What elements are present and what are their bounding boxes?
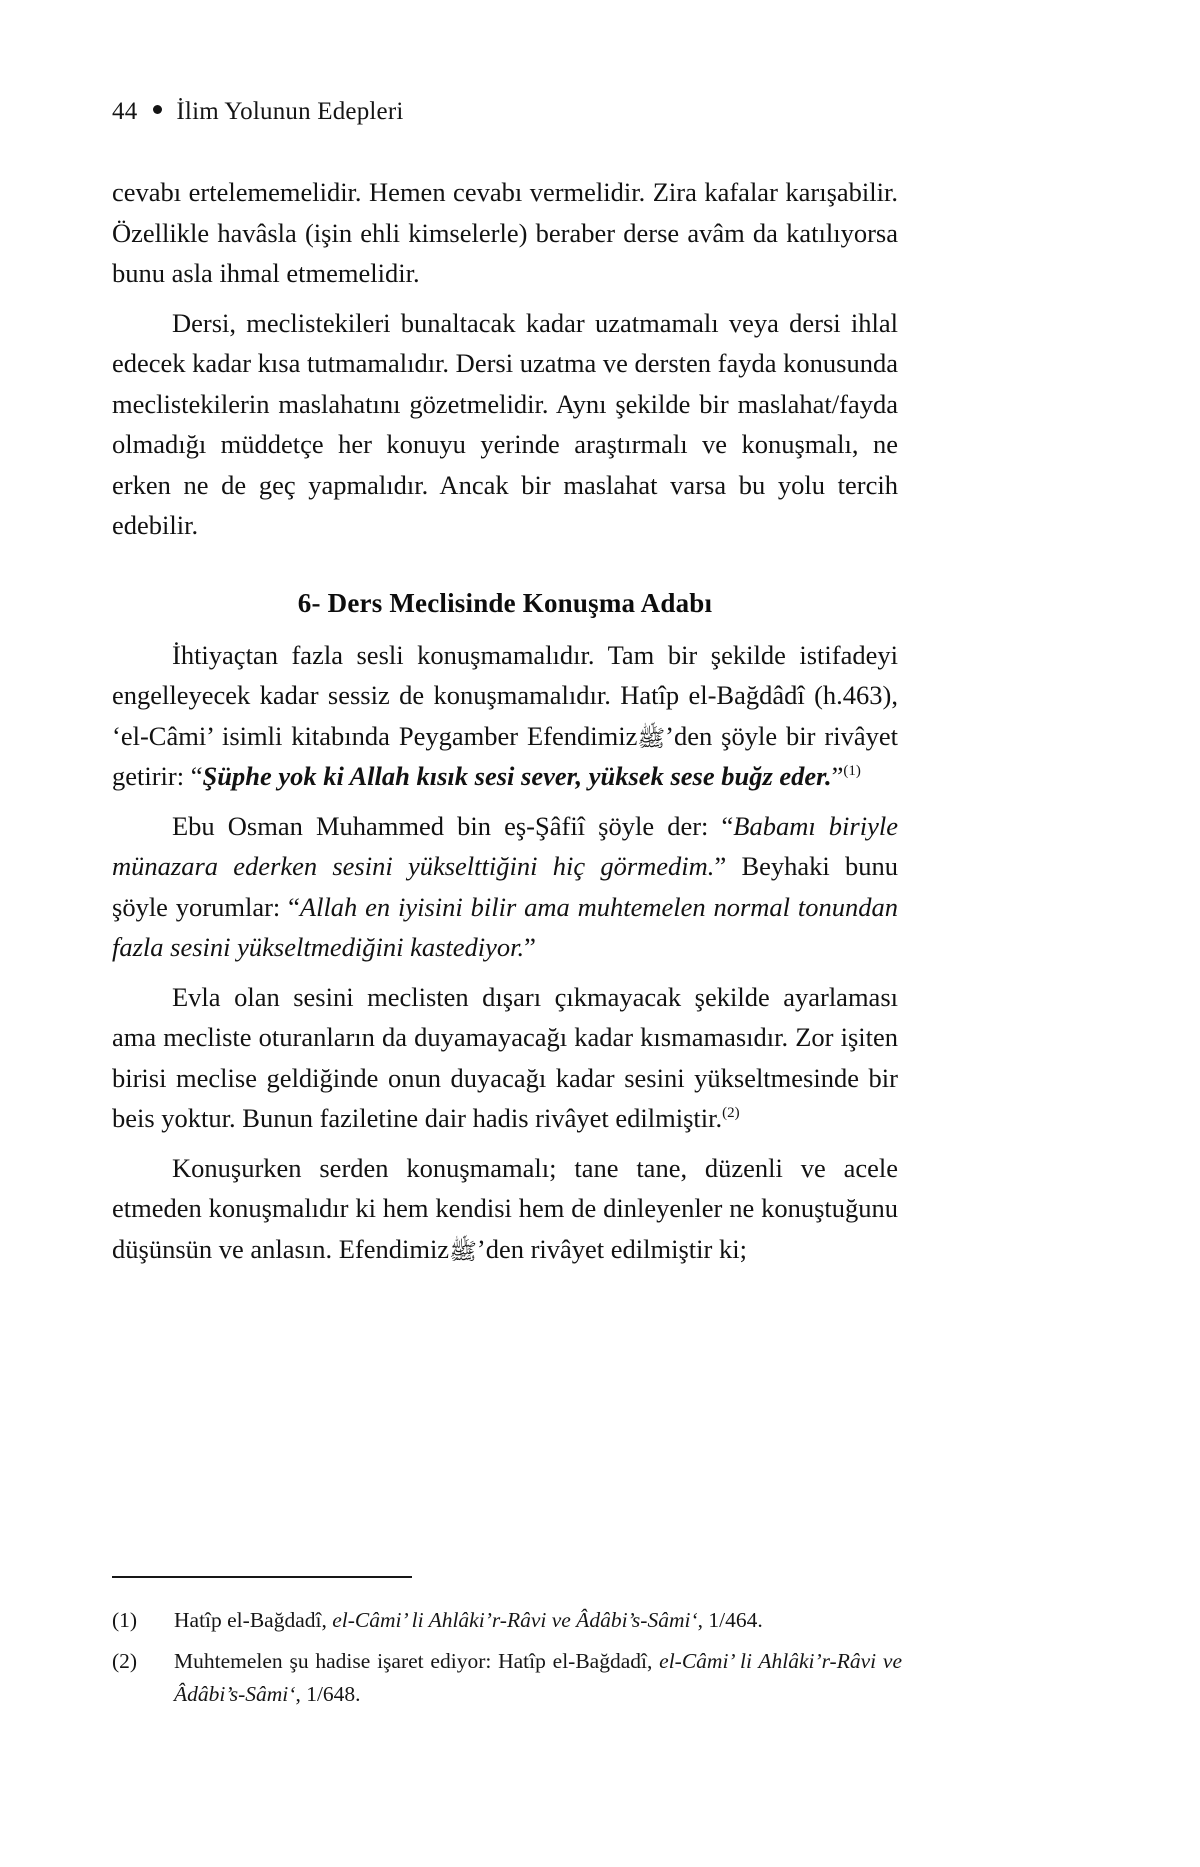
paragraph-4-part-3: ” (524, 932, 536, 962)
paragraph-1: cevabı ertelememelidir. Hemen cevabı vermelidir. Zira kafalar karışabilir. Özellikle havâsla (işin ehli kimselerle) beraber derse avâm da katılıyorsa bunu asla ihmal etmemelidir. (112, 177, 898, 288)
paragraph-4-part-2: ” Beyhaki bunu şöyle yorumlar: “ (112, 851, 898, 922)
footnote-item (112, 1645, 902, 1711)
hadith-quote: Şüphe yok ki Allah kısık sesi sever, yüksek sese buğz eder. (202, 761, 832, 791)
footnote-separator-rule (112, 1576, 412, 1578)
footnote-item (112, 1604, 902, 1637)
footnote-number: (1) (112, 1608, 138, 1632)
paragraph-6-part-2: ’den rivâyet edilmiştir ki; (476, 1233, 747, 1264)
footnote-title-italic: el-Câmi’ li Ahlâki’r-Râvi ve Âdâbi’s-Sâmi‘ (332, 1608, 698, 1632)
footnote-text (174, 1604, 902, 1637)
footnote-area (112, 1576, 902, 1719)
quote-babami-biriyle: Babamı biriyle münazara ederken sesini yükselttiğini hiç görmedim. (112, 810, 898, 881)
paragraph-6-part-1: Konuşurken serden konuşmamalı; tane tane, düzenli ve acele etmeden konuşmalıdır ki hem kendisi hem de dinleyenler ne konuştuğunu düşünsün ve anlasın. Efendimiz (112, 1152, 898, 1264)
footnote-title-italic: el-Câmi’ li Ahlâki’r-Râvi ve Âdâbi’s-Sâmi‘ (174, 1649, 902, 1706)
paragraph-2: Dersi, meclistekileri bunaltacak kadar uzatmamalı veya dersi ihlal edecek kadar kısa tutmamalıdır. Dersi uzatma ve dersten fayda konusunda meclistekilerin maslahatını gözetmelidir. Aynı şekilde bir maslahat/fayda olmadığı müddetçe her konuyu yerinde araştırmalı ve konuşmalı, ne erken ne de geç yapmalıdır. Ancak bir maslahat varsa bu yolu tercih edebilir. (112, 307, 898, 540)
footnote-ref-1[interactable]: (1) (843, 763, 861, 780)
footnote-text-plain-1: Hatîp el-Bağdadî, (174, 1608, 333, 1632)
footnote-number: (2) (112, 1649, 138, 1673)
paragraph-3-part-2: ’den şöyle bir rivâyet getirir: “ (112, 720, 898, 791)
book-title: İlim Yolunun Edepleri (176, 98, 404, 125)
bullet-icon (153, 105, 162, 114)
sallallahu-alayhi-wasallam-icon: ﷺ (449, 1238, 477, 1264)
quote-beyhaki-yorum: Allah en iyisini bilir ama muhtemelen normal tonundan fazla sesini yükseltmediğini kastediyor. (112, 891, 898, 962)
page-number: 44 (112, 98, 138, 125)
paragraph-5 (112, 977, 898, 1139)
footnote-ref-2[interactable]: (2) (722, 1105, 740, 1122)
paragraph-5-text: Evla olan sesini meclisten dışarı çıkmayacak şekilde ayarlaması ama mecliste oturanların da duyamayacağı kadar kısmamasıdır. Zor işiten birisi meclise geldiğinde onun duyacağı kadar sesini yükseltmesinde bir beis yoktur. Bunun faziletine dair hadis rivâyet edilmiştir. (112, 981, 898, 1133)
paragraph-6 (112, 1148, 898, 1270)
sallallahu-alayhi-wasallam-icon: ﷺ (637, 725, 666, 751)
section-heading: 6- Ders Meclisinde Konuşma Adabı (297, 587, 713, 618)
footnote-text-plain-1: Muhtemelen şu hadise işaret ediyor: Hatîp el-Bağdadî, (174, 1649, 660, 1673)
paragraph-3 (112, 635, 898, 797)
paragraph-3-part-1: İhtiyaçtan fazla sesli konuşmamalıdır. Tam bir şekilde istifadeyi engelleyecek kadar sessiz de konuşmamalıdır. Hatîp el-Bağdâdî (h.463), ‘el-Câmi’ isimli kitabında Peygamber Efendimiz (112, 639, 898, 751)
footnote-text-plain-2: , 1/648. (295, 1682, 361, 1706)
text-column (112, 172, 898, 1269)
footnote-text-plain-2: , 1/464. (697, 1608, 763, 1632)
paragraph-4 (112, 806, 898, 968)
paragraph-3-part-3: ” (831, 761, 844, 791)
running-head (112, 98, 404, 126)
paragraph-4-part-1: Ebu Osman Muhammed bin eş-Şâfiî şöyle der: “ (172, 810, 734, 841)
footnote-text (174, 1645, 902, 1711)
